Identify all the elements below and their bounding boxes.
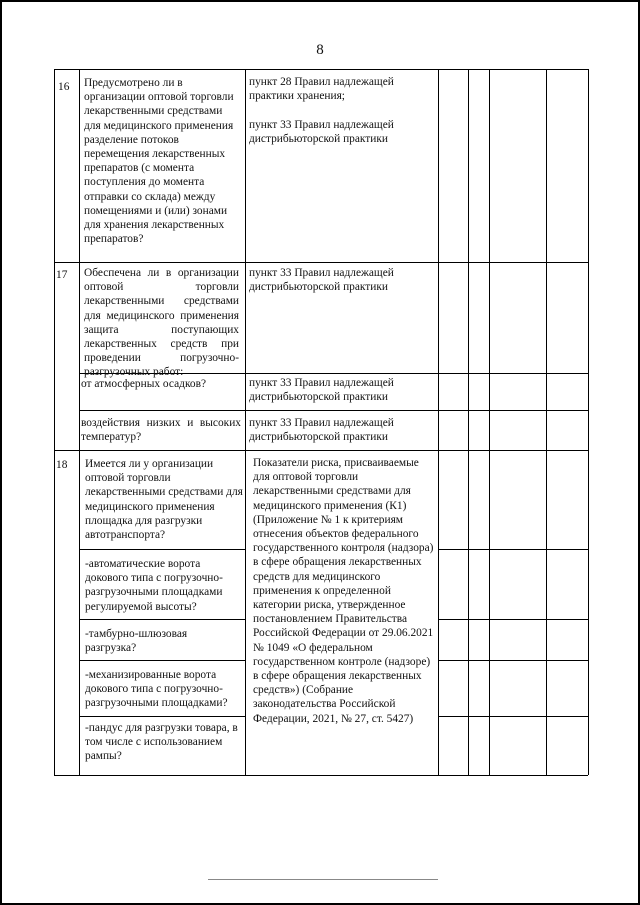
- row-17-sub2-top: [79, 410, 588, 411]
- row-17-sub1-reference: пункт 33 Правил надлежащей дистрибьюторской практики: [249, 377, 394, 404]
- col-divider-no: [489, 69, 490, 775]
- row-16-question: Предусмотрено ли в организации оптовой торговли лекарственными средствами для медицинского применения разделение потоков перемещения лекарственных препаратов (с момента поступления до момента отправки со склада) между помещениями и (или) зонами для хранения лекарственных препаратов?: [84, 77, 234, 246]
- row-18-reference: Показатели риска, присваиваемые для оптовой торговли лекарственными средствами для медицинского применения (К1) (Приложение № 1 к критериям отнесения объектов федерального государственного контроля (надзора) в сфере обращения лекарственных средств для медицинского применения к определенной категории риска, утвержденное постановлением Правительства Российской Федерации от 29.06.2021 № 1049 «О федеральном государственном контроле (надзоре) в сфере обращения лекарственных средств») (Собрание законодательства Российской Федерации, 2021, № 27, ст. 5427): [253, 457, 434, 725]
- table-right-border: [588, 69, 589, 775]
- row-17-sub2-question: воздействия низких и высоких температур?: [81, 417, 241, 444]
- row-18-sub3-top-left: [79, 660, 245, 661]
- row-18-sub3-question: -механизированные ворота докового типа с погрузочно-разгрузочными площадками?: [85, 669, 228, 710]
- row-17-sub1-question: от атмосферных осадков?: [81, 378, 207, 390]
- row-18-sub1-top-right: [438, 549, 588, 550]
- row-16-reference-a: пункт 28 Правил надлежащей практики хранения;: [249, 76, 394, 103]
- row-16-number: 16: [58, 81, 70, 93]
- table-top-border: [54, 69, 588, 70]
- row-16-reference-b: пункт 33 Правил надлежащей дистрибьюторской практики: [249, 119, 394, 146]
- row-17-question: Обеспечена ли в организации оптовой торговли лекарственными средствами для медицинского применения защита поступающих лекарственных средств при проведении погрузочно-разгрузочных работ:: [84, 267, 239, 379]
- row-18-sub2-top-left: [79, 619, 245, 620]
- row-18-sub4-top-right: [438, 716, 588, 717]
- col-divider-reference: [438, 69, 439, 775]
- row-17-bottom: [54, 450, 588, 451]
- row-18-question: Имеется ли у организации оптовой торговли лекарственными средствами для медицинского применения площадка для разгрузки автотранспорта?: [85, 458, 243, 542]
- row-18-sub4-question: -пандус для разгрузки товара, в том числе с использованием рампы?: [85, 722, 238, 763]
- table-left-border: [54, 69, 55, 775]
- row-18-sub2-top-right: [438, 619, 588, 620]
- row-18-sub2-question: -тамбурно-шлюзовая разгрузка?: [85, 628, 188, 655]
- row-18-sub4-top-left: [79, 716, 245, 717]
- row-18-sub3-top-right: [438, 660, 588, 661]
- row-16-bottom: [54, 262, 588, 263]
- col-divider-na: [546, 69, 547, 775]
- col-divider-yes: [468, 69, 469, 775]
- row-18-number: 18: [56, 459, 68, 471]
- col-divider-question: [245, 69, 246, 775]
- row-17-number: 17: [56, 269, 68, 281]
- page-number: 8: [316, 42, 324, 58]
- footer-scan-line: [208, 879, 438, 880]
- row-17-reference: пункт 33 Правил надлежащей дистрибьюторской практики: [249, 267, 394, 294]
- row-18-sub1-top-left: [79, 549, 245, 550]
- row-17-sub2-reference: пункт 33 Правил надлежащей дистрибьюторской практики: [249, 417, 394, 444]
- row-18-sub1-question: -автоматические ворота докового типа с погрузочно-разгрузочными площадками регулируемой высоты?: [85, 558, 223, 613]
- col-divider-number: [79, 69, 80, 775]
- table-bottom-border: [54, 775, 588, 776]
